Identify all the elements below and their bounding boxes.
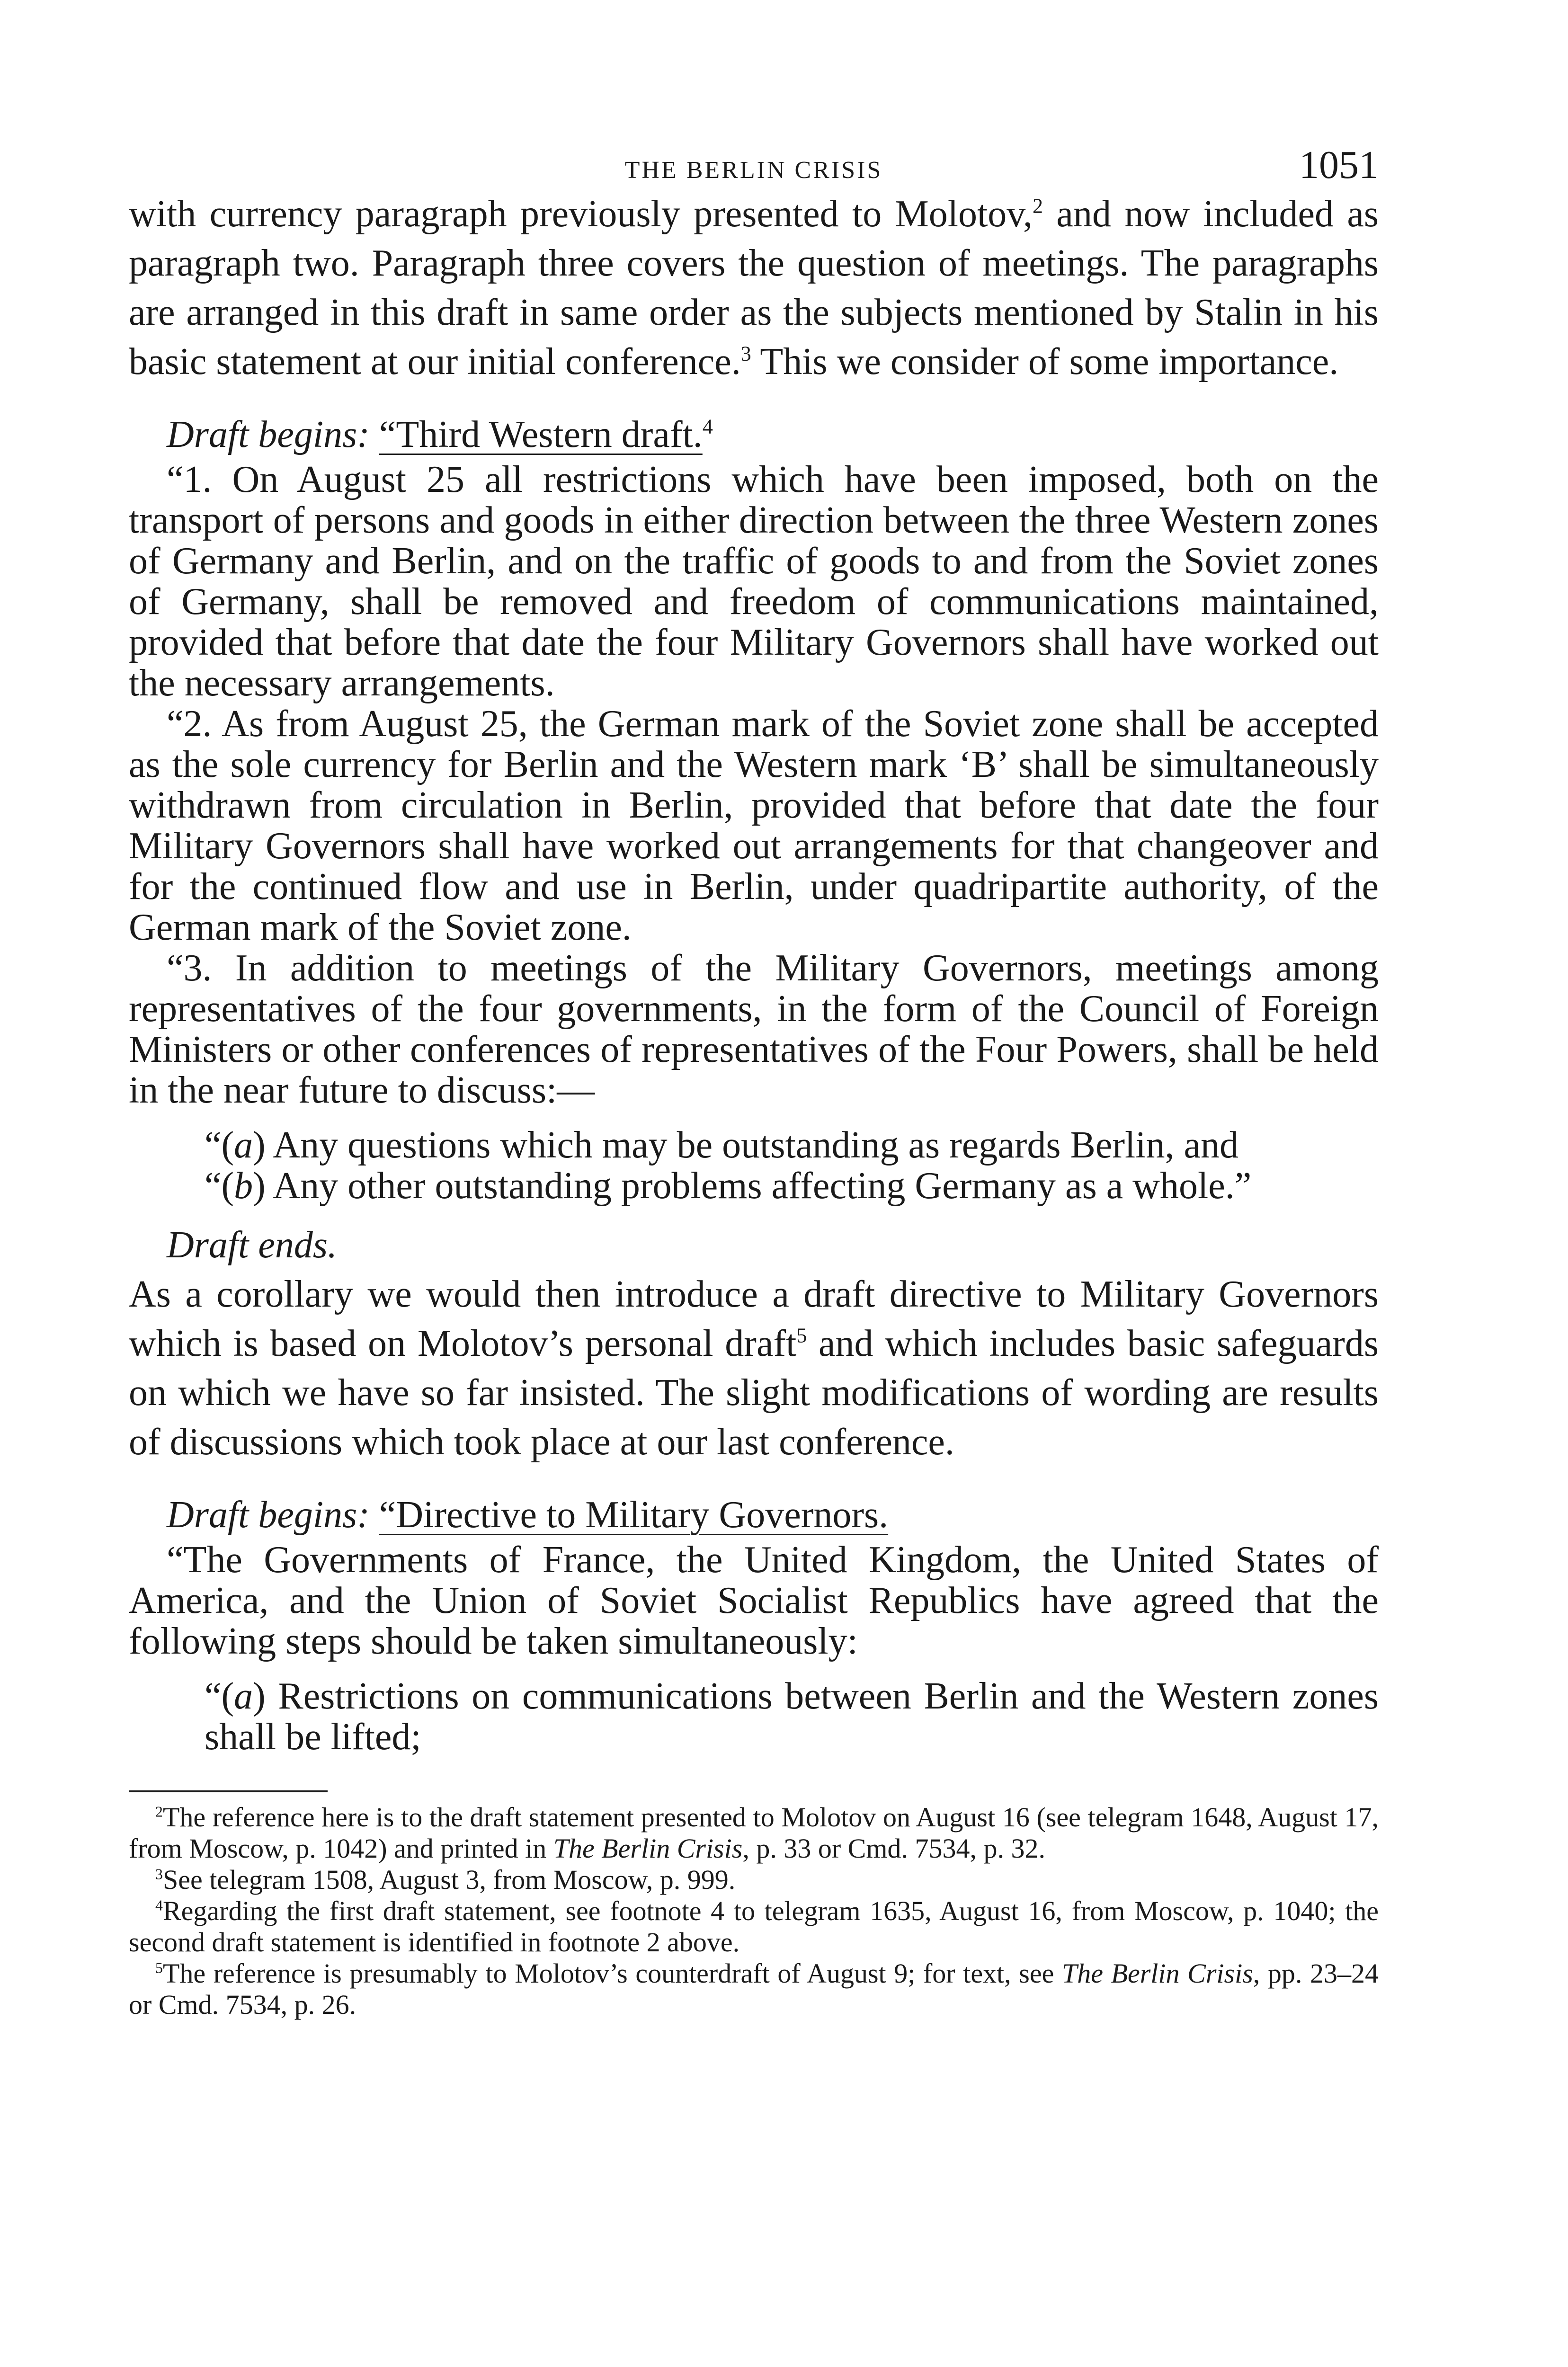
body-text: [129, 189, 1379, 1757]
draft1-item-3: “3. In addition to meetings of the Military Governors, meetings among representatives of the four governments, in the form of the Council of Foreign Ministers or other conferences of representatives of the Four Powers, shall be held in the near future to discuss:—: [129, 947, 1379, 1111]
corollary-text-1: As a corollary we would then introduce a draft directive to Military Governors which is based on Molotov’s personal draft: [129, 1273, 1379, 1364]
running-head-title: THE BERLIN CRISIS: [624, 157, 883, 184]
dir-a-prefix: “(: [205, 1675, 234, 1717]
dir-a-letter: a: [234, 1675, 253, 1717]
draft2-title: “Directive to Military Governors.: [379, 1494, 889, 1536]
page-number: 1051: [1299, 143, 1379, 187]
draft1-item-3a: [129, 1125, 1379, 1166]
footnote-ref-4: 4: [702, 415, 713, 438]
item3b-letter: b: [234, 1165, 253, 1207]
running-head: [129, 137, 1379, 189]
footnote-3-number: 3: [155, 1866, 163, 1883]
footnote-3-text: See telegram 1508, August 3, from Moscow, p. 999.: [162, 1864, 736, 1895]
footnote-ref-2: 2: [1033, 194, 1043, 218]
footnotes: [129, 1802, 1379, 2020]
footnote-ref-5: 5: [796, 1324, 807, 1347]
draft1-heading: [129, 410, 1379, 459]
draft2-heading: [129, 1490, 1379, 1539]
document-page: [129, 137, 1379, 2020]
draft1-item-3b: [129, 1166, 1379, 1206]
footnote-4-text: Regarding the first draft statement, see footnote 4 to telegram 1635, August 16, from Moscow, p. 1040; the second draft statement is identified in footnote 2 above.: [129, 1895, 1379, 1958]
footnote-ref-3: 3: [740, 342, 751, 365]
intro-text-2: and now included as paragraph two. Paragraph three covers the question of meetings. The paragraphs are arranged in this draft in same order as the subjects mentioned by Stalin in his basic statement at our initial conference.: [129, 193, 1379, 383]
footnote-5: [129, 1958, 1379, 2020]
footnote-rule: [129, 1790, 328, 1792]
draft1-item-1: “1. On August 25 all restrictions which have been imposed, both on the transport of persons and goods in either direction between the three Western zones of Germany and Berlin, and on the traffic of goods to and from the Soviet zones of Germany, shall be removed and freedom of communications maintained, provided that before that date the four Military Governors shall have worked out the necessary arrangements.: [129, 459, 1379, 704]
item3a-prefix: “(: [205, 1124, 234, 1166]
draft1-end: [129, 1220, 1379, 1270]
item3b-text: ) Any other outstanding problems affecting Germany as a whole.”: [253, 1165, 1252, 1207]
item3a-text: ) Any questions which may be outstanding as regards Berlin, and: [253, 1124, 1238, 1166]
paragraph-intro: [129, 189, 1379, 386]
draft-ends-label: Draft ends.: [167, 1224, 337, 1266]
paragraph-corollary: [129, 1270, 1379, 1467]
intro-text-1: with currency paragraph previously presented to Molotov,: [129, 193, 1033, 235]
corollary-text-2: and which includes basic safeguards on which we have so far insisted. The slight modifications of wording are results of discussions which took place at our last conference.: [129, 1323, 1379, 1463]
footnote-2-text-2: , p. 33 or Cmd. 7534, p. 32.: [742, 1833, 1045, 1864]
footnote-2-text-1: The reference here is to the draft statement presented to Molotov on August 16 (see telegram 1648, August 17, from Moscow, p. 1042) and printed in: [129, 1802, 1379, 1864]
directive-item-a: [129, 1676, 1379, 1757]
footnote-3: [129, 1864, 1379, 1895]
item3b-prefix: “(: [205, 1165, 234, 1207]
draft2-label: Draft begins:: [167, 1494, 370, 1536]
footnote-5-title: The Berlin Crisis: [1061, 1958, 1253, 1989]
footnote-5-text-2: , pp. 23–24 or Cmd. 7534, p. 26.: [129, 1958, 1379, 2020]
footnote-5-text-1: The reference is presumably to Molotov’s counterdraft of August 9; for text, see: [162, 1958, 1062, 1989]
footnote-4-number: 4: [155, 1897, 163, 1914]
footnote-5-number: 5: [155, 1959, 163, 1976]
draft1-item-2: “2. As from August 25, the German mark of the Soviet zone shall be accepted as the sole currency for Berlin and the Western mark ‘B’ shall be simultaneously withdrawn from circulation in Berlin, provided that before that date the four Military Governors shall have worked out arrangements for that changeover and for the continued flow and use in Berlin, under quadripartite authority, of the German mark of the Soviet zone.: [129, 703, 1379, 948]
draft1-title: “Third Western draft.: [379, 414, 703, 455]
dir-a-text: ) Restrictions on communications between Berlin and the Western zones shall be lifted;: [205, 1675, 1379, 1758]
draft1-label: Draft begins:: [167, 414, 370, 455]
footnote-2-number: 2: [155, 1803, 163, 1820]
footnote-2: [129, 1802, 1379, 1864]
item3a-letter: a: [234, 1124, 253, 1166]
footnote-2-title: The Berlin Crisis: [553, 1833, 743, 1864]
directive-text: “The Governments of France, the United Kingdom, the United States of America, and the Union of Soviet Socialist Republics have agreed that the following steps should be taken simultaneously:: [129, 1539, 1379, 1662]
footnote-4: [129, 1895, 1379, 1958]
intro-text-3: This we consider of some importance.: [751, 341, 1339, 383]
